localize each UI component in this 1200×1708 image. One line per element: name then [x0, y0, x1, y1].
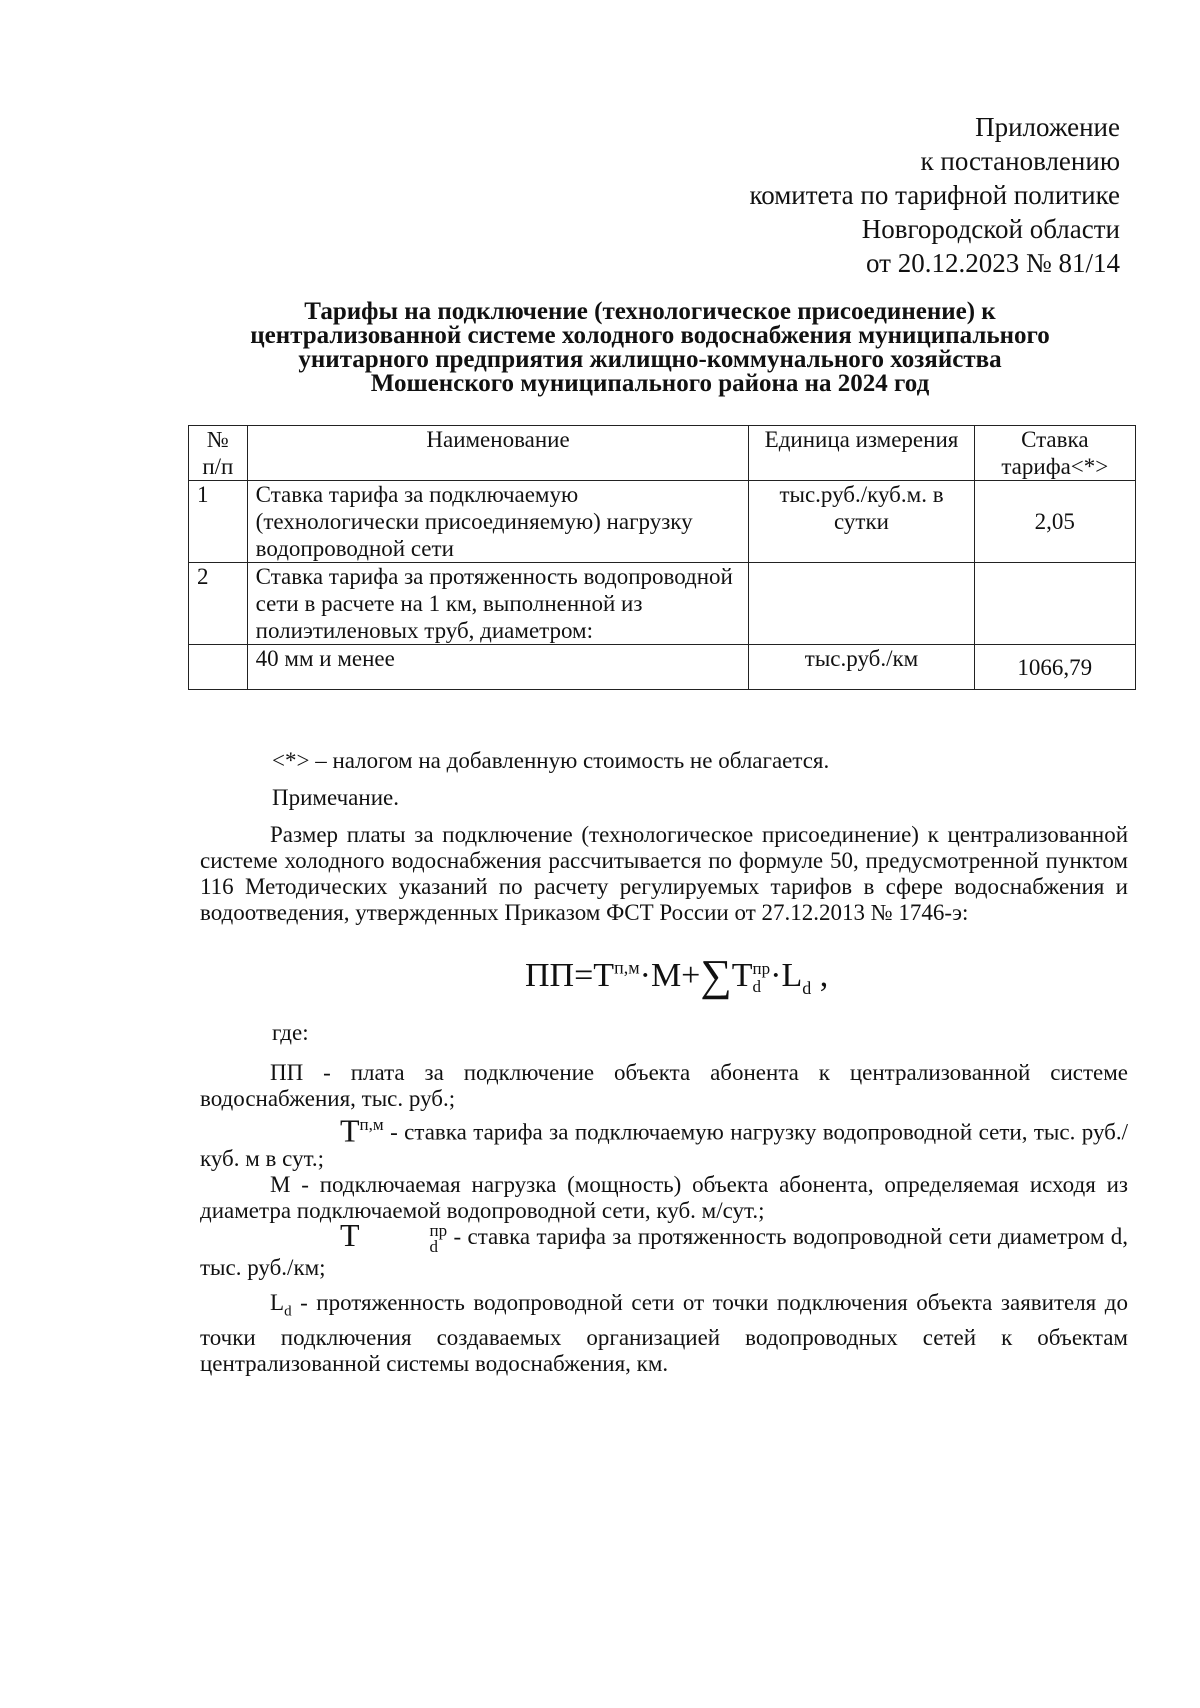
header-rate — [974, 426, 1135, 481]
row-name: Ставка тарифа за протяженность водопроводной сети в расчете на 1 км, выполненной из полиэтиленовых труб, диаметром: — [247, 563, 749, 645]
title-line: унитарного предприятия жилищно-коммунального хозяйства — [298, 346, 1002, 373]
tpm-symbol-sup: п,м — [359, 1115, 384, 1134]
tpr-symbol-sub: d — [429, 1236, 439, 1256]
definition-tpr — [200, 1217, 1128, 1281]
formula-t-length-indices — [753, 960, 771, 996]
appendix-block — [749, 110, 1120, 280]
row-name: Ставка тарифа за подключаемую (технологически присоединяемую) нагрузку водопроводной сети — [247, 481, 749, 563]
ld-symbol-letter: L — [270, 1290, 285, 1315]
where-label: где: — [272, 1020, 309, 1045]
document-title — [185, 300, 1115, 396]
definition-ld — [200, 1290, 1128, 1377]
header-unit: Единица измерения — [749, 426, 974, 481]
appendix-line: к постановлению — [920, 146, 1120, 176]
formula-l-sub: d — [802, 977, 812, 998]
tpr-symbol — [270, 1217, 448, 1256]
tpm-symbol — [270, 1112, 384, 1149]
header-rate-line: Ставка — [1021, 427, 1089, 452]
header-rate-line: тарифа<*> — [1001, 454, 1109, 479]
appendix-line: Приложение — [975, 112, 1120, 142]
title-line: централизованной системе холодного водоснабжения муниципального — [250, 322, 1050, 349]
row-num: 1 — [189, 481, 248, 563]
title-line: Тарифы на подключение (технологическое присоединение) к — [304, 298, 996, 325]
header-name: Наименование — [247, 426, 749, 481]
table-row — [189, 563, 1136, 645]
formula-tail: , — [811, 957, 829, 994]
definition-tpm — [200, 1112, 1128, 1172]
header-num-line: № — [206, 427, 229, 452]
note-heading: Примечание. — [272, 785, 399, 810]
header-num — [189, 426, 248, 481]
appendix-line: Новгородской области — [861, 214, 1120, 244]
formula-equals: = — [574, 957, 594, 994]
table-row — [189, 645, 1136, 690]
payment-formula — [525, 950, 828, 1010]
tpr-symbol-indices — [360, 1220, 448, 1256]
appendix-line: комитета по тарифной политике — [749, 180, 1120, 210]
footnote: <*> – налогом на добавленную стоимость не облагается. — [272, 748, 830, 773]
formula-dot: · — [639, 957, 651, 994]
tpm-symbol-letter: T — [340, 1112, 360, 1149]
table-header-row — [189, 426, 1136, 481]
appendix-line: от 20.12.2023 № 81/14 — [866, 248, 1120, 278]
note-paragraph: Размер платы за подключение (технологическое присоединение) к централизованной системе холодного водоснабжения рассчитывается по формуле 50, предусмотренной пунктом 116 Методических указаний по расчету регулируемых тарифов в сфере водоснабжения и водоотведения, утвержденных Приказом ФСТ России от 27.12.2013 № 1746-э: — [200, 822, 1128, 925]
row-rate — [974, 563, 1135, 645]
formula-t-length-sup: пр — [752, 959, 771, 979]
definition-m: M - подключаемая нагрузка (мощность) объекта абонента, определяемая исходя из диаметра подключаемой водопроводной сети, куб. м/сут.; — [200, 1172, 1128, 1223]
formula-t-length-sub: d — [752, 977, 762, 997]
ld-symbol-sub: d — [284, 1303, 292, 1320]
tpr-text: - ставка тарифа за протяженность водопроводной сети диаметром d, тыс. руб./км; — [200, 1224, 1128, 1280]
row-unit: тыс.руб./км — [749, 645, 974, 690]
sigma-symbol: ∑ — [700, 951, 732, 1000]
definition-pp: ПП - плата за подключение объекта абонента к централизованной системе водоснабжения, тыс. руб.; — [200, 1060, 1128, 1111]
formula-lhs: ПП — [525, 957, 575, 994]
ld-text: - протяженность водопроводной сети от точки подключения объекта заявителя до точки подключения создаваемых организацией водопроводных сетей к объектам централизованной системы водоснабжения, км. — [200, 1290, 1128, 1376]
row-num: 2 — [189, 563, 248, 645]
formula-m: M — [650, 957, 682, 994]
formula-plus: + — [681, 957, 701, 994]
tpr-symbol-letter: T — [340, 1217, 360, 1253]
formula-t: T — [593, 957, 615, 994]
row-name: 40 мм и менее — [247, 645, 749, 690]
formula-dot: · — [770, 957, 782, 994]
row-num — [189, 645, 248, 690]
row-rate: 2,05 — [974, 481, 1135, 563]
formula-t-length: T — [731, 957, 753, 994]
tpm-text: - ставка тарифа за подключаемую нагрузку водопроводной сети, тыс. руб./куб. м в сут.; — [200, 1119, 1128, 1171]
row-unit — [749, 563, 974, 645]
formula-t-sup: п,м — [614, 957, 640, 978]
tariffs-table — [188, 425, 1136, 690]
table-row — [189, 481, 1136, 563]
title-line: Мошенского муниципального района на 2024 год — [370, 370, 930, 397]
tpr-symbol-sup: пр — [429, 1220, 448, 1240]
row-unit: тыс.руб./куб.м. в сутки — [749, 481, 974, 563]
row-rate: 1066,79 — [974, 645, 1135, 690]
formula-l: L — [781, 957, 803, 994]
header-num-line: п/п — [202, 454, 234, 479]
